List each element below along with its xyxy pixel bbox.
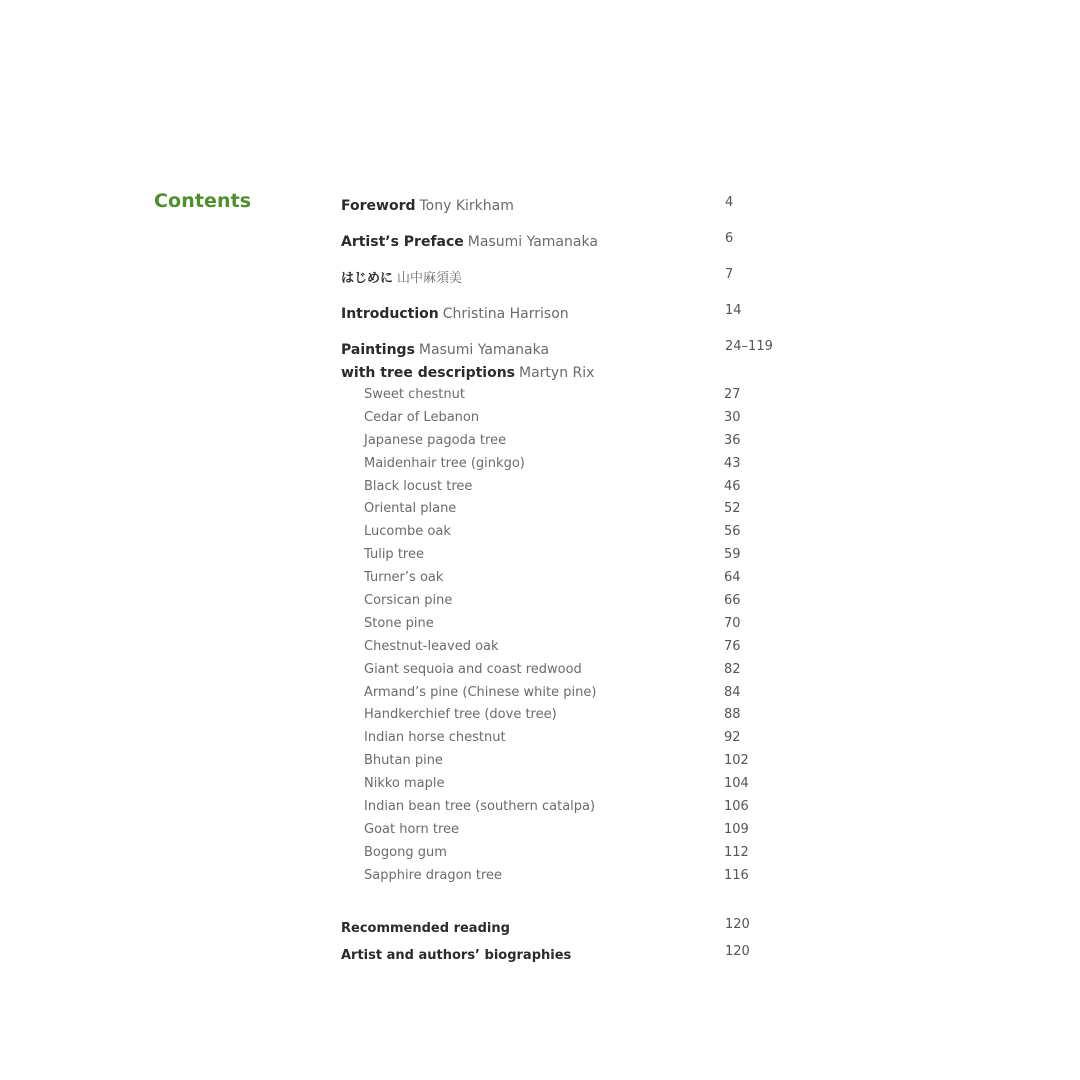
entry-title: はじめに <box>341 271 394 286</box>
tree-entry[interactable] <box>364 547 794 562</box>
tree-page: 36 <box>724 433 741 448</box>
entry-page: 7 <box>725 267 734 282</box>
toc-entry-paintings[interactable] <box>341 339 791 381</box>
tree-page: 112 <box>724 845 749 860</box>
tree-page: 106 <box>724 799 749 814</box>
toc-entry-japanese-preface[interactable] <box>341 267 791 286</box>
entry-author-line2: Martyn Rix <box>519 365 595 381</box>
entry-page: 6 <box>725 231 734 246</box>
tree-page: 104 <box>724 776 749 791</box>
entry-author: Masumi Yamanaka <box>467 234 598 250</box>
entry-page: 24–119 <box>725 339 773 354</box>
entry-title-line2: with tree descriptions <box>341 365 516 381</box>
tree-name: Stone pine <box>364 616 434 631</box>
tree-name: Nikko maple <box>364 776 445 791</box>
tree-entry[interactable] <box>364 479 794 494</box>
tree-name: Goat horn tree <box>364 822 460 837</box>
entry-page: 120 <box>725 917 750 932</box>
tree-entry[interactable] <box>364 410 794 425</box>
tree-entry[interactable] <box>364 524 794 539</box>
toc-entry-foreword[interactable] <box>341 195 791 214</box>
tree-entry[interactable] <box>364 456 794 471</box>
tree-entry[interactable] <box>364 433 794 448</box>
tree-name: Tulip tree <box>364 547 424 562</box>
tree-name: Corsican pine <box>364 593 453 608</box>
tree-page: 70 <box>724 616 741 631</box>
contents-heading: Contents <box>154 190 252 212</box>
tree-page: 59 <box>724 547 741 562</box>
tree-entry[interactable] <box>364 707 794 722</box>
toc-entry-introduction[interactable] <box>341 303 791 322</box>
tree-name: Turner’s oak <box>364 570 444 585</box>
tree-name: Indian horse chestnut <box>364 730 506 745</box>
tree-entry[interactable] <box>364 868 794 883</box>
entry-title: Artist and authors’ biographies <box>341 948 572 963</box>
tree-name: Japanese pagoda tree <box>364 433 507 448</box>
tree-name: Cedar of Lebanon <box>364 410 480 425</box>
entry-title: Foreword <box>341 198 416 214</box>
tree-entry[interactable] <box>364 822 794 837</box>
tree-name: Sapphire dragon tree <box>364 868 503 883</box>
entry-page: 14 <box>725 303 742 318</box>
tree-entry[interactable] <box>364 685 794 700</box>
tree-name: Handkerchief tree (dove tree) <box>364 707 557 722</box>
entry-author: Masumi Yamanaka <box>418 342 550 358</box>
tree-entry[interactable] <box>364 616 794 631</box>
tree-name: Armand’s pine (Chinese white pine) <box>364 685 597 700</box>
toc-entry-biographies[interactable] <box>341 944 791 963</box>
tree-page: 56 <box>724 524 741 539</box>
tree-page: 82 <box>724 662 741 677</box>
tree-entry[interactable] <box>364 639 794 654</box>
tree-name: Oriental plane <box>364 501 457 516</box>
tree-page: 27 <box>724 387 741 402</box>
entry-title: Introduction <box>341 306 439 322</box>
tree-name: Black locust tree <box>364 479 473 494</box>
tree-page: 88 <box>724 707 741 722</box>
tree-page: 46 <box>724 479 741 494</box>
tree-name: Chestnut-leaved oak <box>364 639 499 654</box>
tree-name: Bogong gum <box>364 845 447 860</box>
tree-page: 116 <box>724 868 749 883</box>
tree-entry[interactable] <box>364 799 794 814</box>
tree-entry[interactable] <box>364 593 794 608</box>
tree-page: 84 <box>724 685 741 700</box>
tree-page: 43 <box>724 456 741 471</box>
entry-title: Paintings <box>341 342 415 358</box>
tree-page: 64 <box>724 570 741 585</box>
tree-name: Lucombe oak <box>364 524 451 539</box>
tree-name: Giant sequoia and coast redwood <box>364 662 582 677</box>
tree-entry[interactable] <box>364 776 794 791</box>
tree-entry[interactable] <box>364 730 794 745</box>
tree-page: 76 <box>724 639 741 654</box>
entry-page: 4 <box>725 195 734 210</box>
tree-entry[interactable] <box>364 662 794 677</box>
tree-name: Indian bean tree (southern catalpa) <box>364 799 596 814</box>
tree-page: 92 <box>724 730 741 745</box>
tree-page: 52 <box>724 501 741 516</box>
tree-page: 30 <box>724 410 741 425</box>
tree-page: 109 <box>724 822 749 837</box>
entry-title: Recommended reading <box>341 921 510 936</box>
tree-name: Sweet chestnut <box>364 387 465 402</box>
tree-name: Bhutan pine <box>364 753 443 768</box>
tree-entry[interactable] <box>364 753 794 768</box>
tree-page: 102 <box>724 753 749 768</box>
entry-title: Artist’s Preface <box>341 234 464 250</box>
toc-entry-recommended-reading[interactable] <box>341 917 791 936</box>
tree-entry[interactable] <box>364 387 794 402</box>
tree-page: 66 <box>724 593 741 608</box>
tree-entry[interactable] <box>364 845 794 860</box>
entry-author: 山中麻須美 <box>397 271 463 286</box>
tree-name: Maidenhair tree (ginkgo) <box>364 456 525 471</box>
tree-entry[interactable] <box>364 570 794 585</box>
entry-page: 120 <box>725 944 750 959</box>
toc-entry-artists-preface[interactable] <box>341 231 791 250</box>
tree-entry[interactable] <box>364 501 794 516</box>
entry-author: Tony Kirkham <box>419 198 514 214</box>
entry-author: Christina Harrison <box>442 306 569 322</box>
